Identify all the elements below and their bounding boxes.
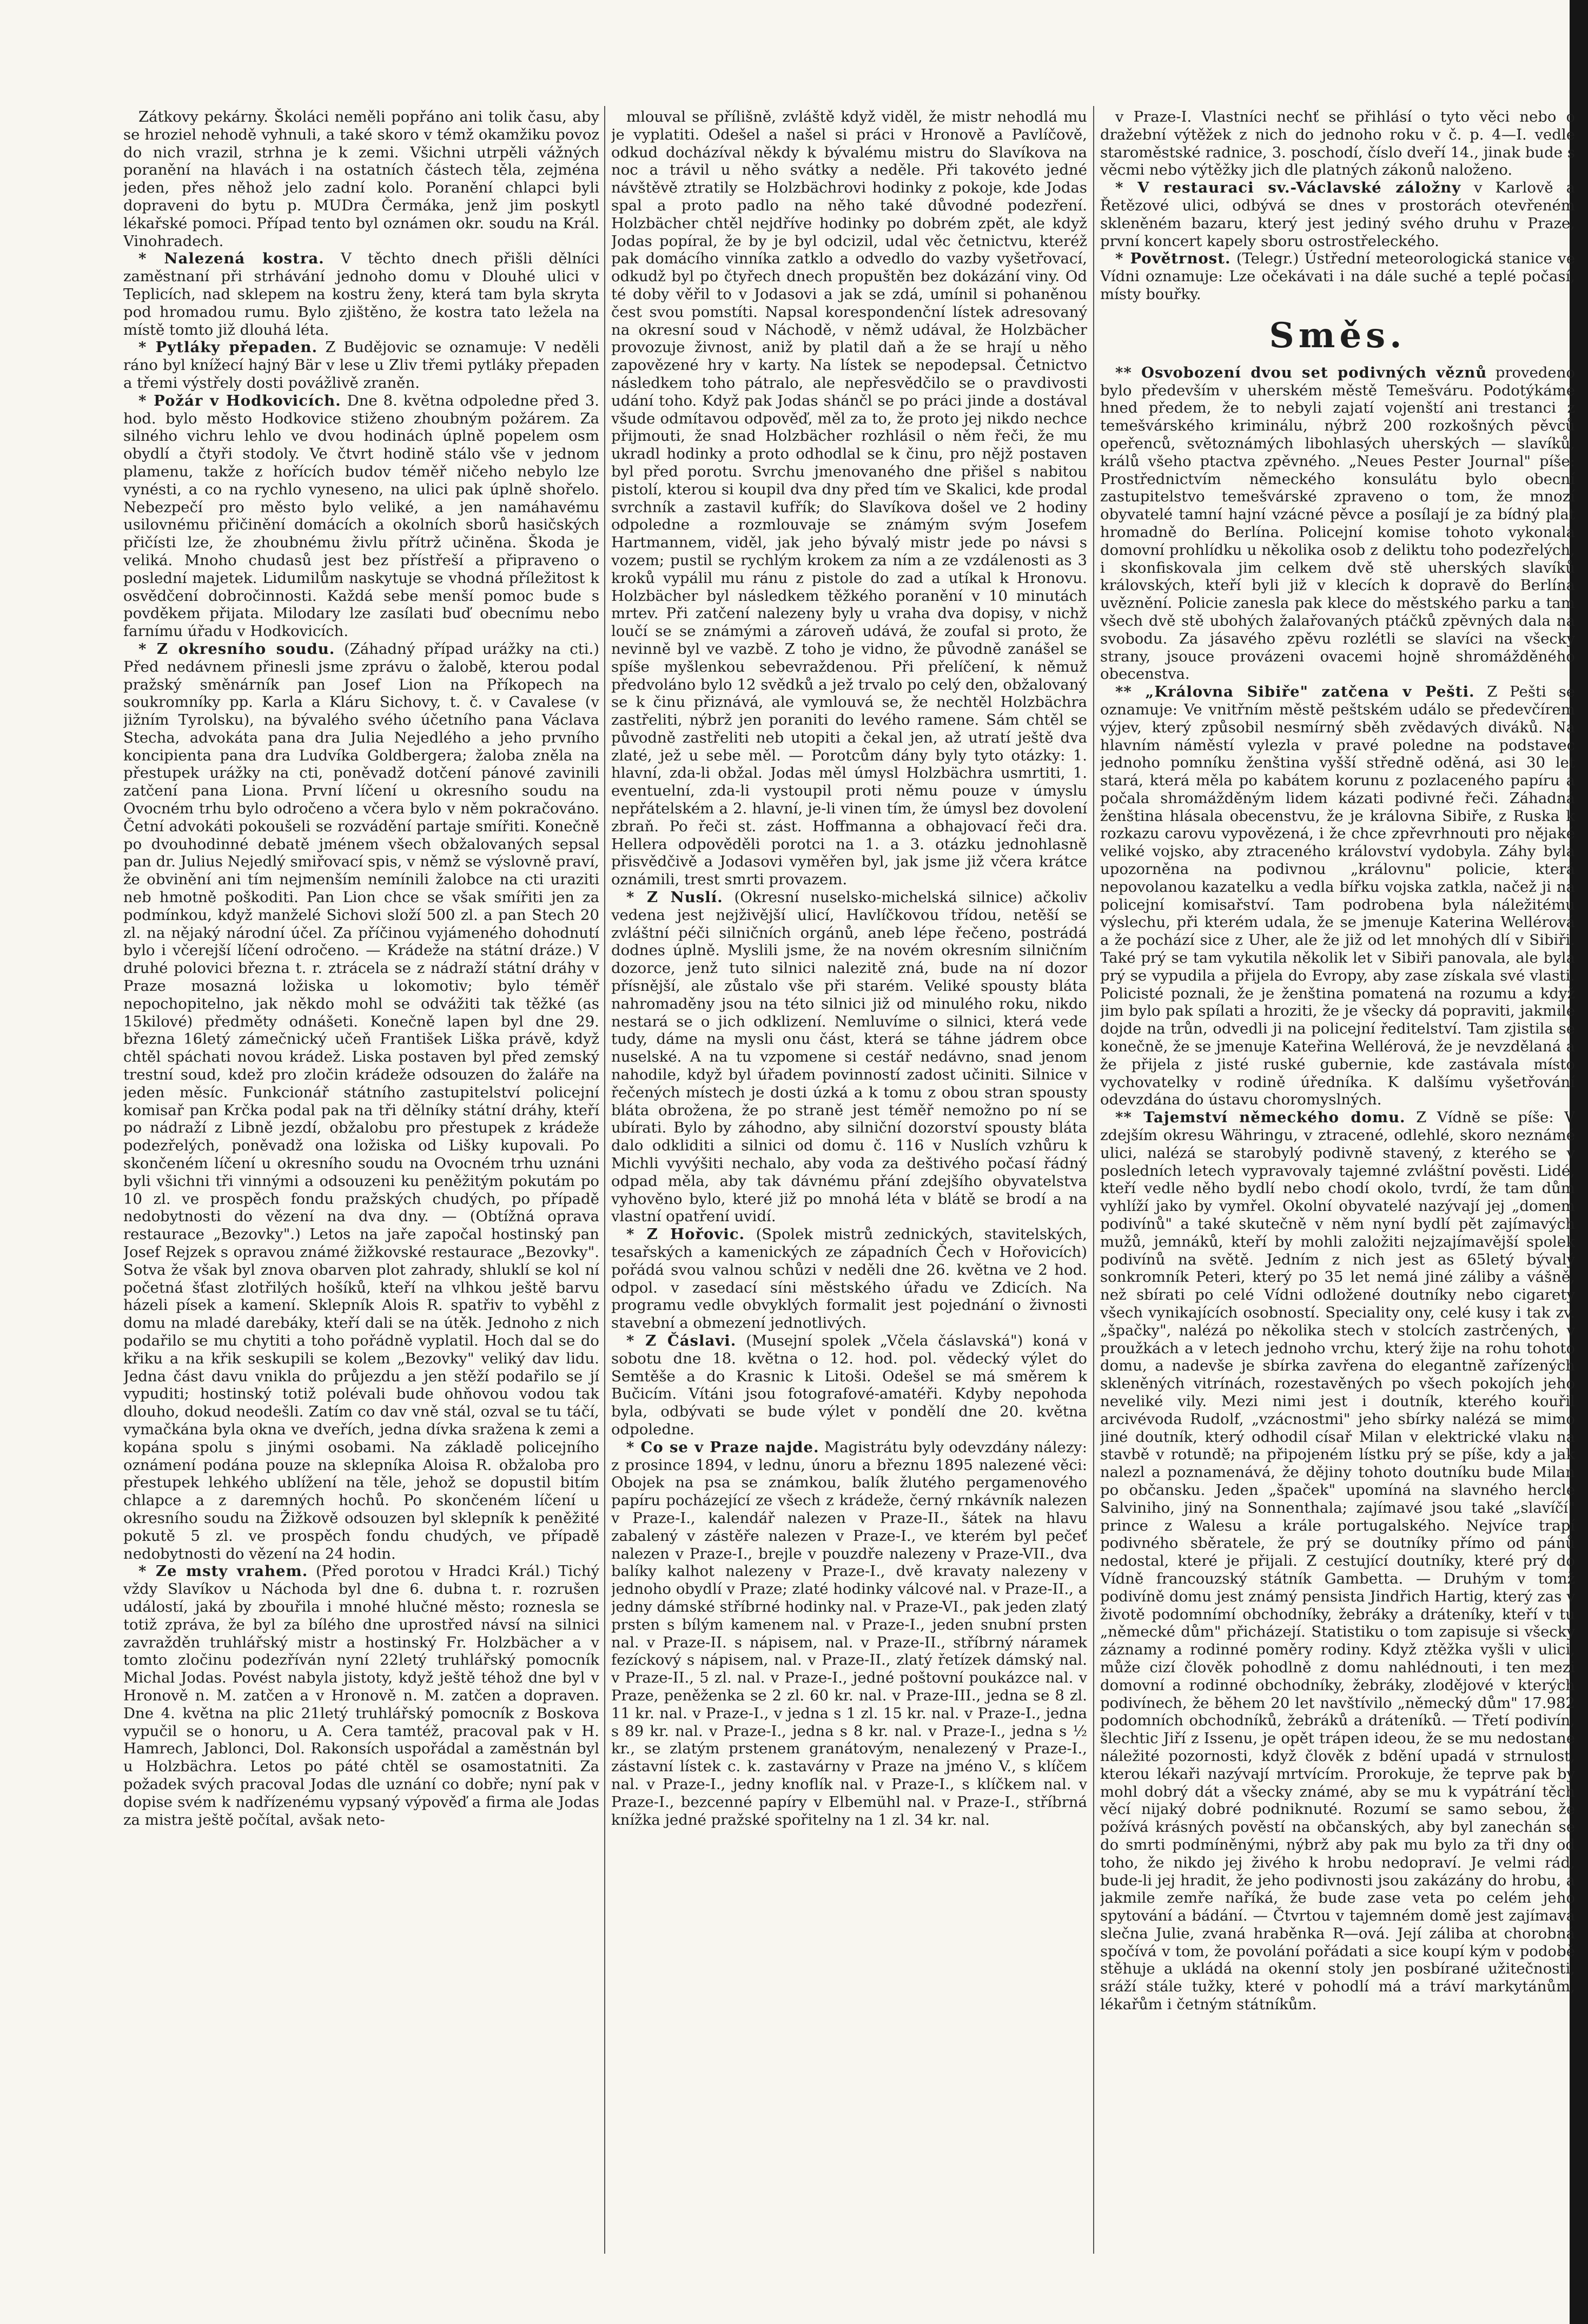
news-item-body: Z Vídně se píše: V zdejším okresu Währingu, v ztracené, odlehlé, skoro neznámé ulici, nalézá se starobylý podivně stavený, z kterého se v posledních letech vypravovaly tajemné zvláštní pověsti. Lidé, kteří vedle něho bydlí nebo chodí okolo, tvrdí, že tam dům vyhlíží jako by vymřel. Okolní obyvatelé nazývají jej „domem podivínů" a také skutečně v něm nyní bydlí pět zajímavých mužů, jemnáků, kteří by mohli založiti nejzajímavější spolek podivínů na světě. Jedním z nich jest as 65letý bývalý sonkromník Peteri, který po 35 let nemá jiné záliby a vášně, než sbírati po celé Vídni odložené doutníky nebo cigarety všech vynikajících osobností. Speciality ony, celé kusy i tak zv. „špačky", nalézá po několika stech v stolcích zastrčených, v proužkách a v letech jednoho vrchu, který žije na rohu tohoto domu, a nadevše je sbírka zavřena do elegantně zařízených skleněných vitrínách, rozestavěných po všech pokojích jeho neveliké vily. Mezi nimi jest i doutník, kterého kouřil arcivévoda Rudolf, „vzácnostmi" jeho sbírky nalézá se mimo jiné doutník, který odhodil císař Milan v elektrické vlaku na stavbě v rotundě; na připojeném lístku prý se píše, kdy a jak nalezl a poznamenává, že dějiny tohoto doutníku bude Milan po občansku. Jeden „špaček" upomíná na slavného hercle Salviniho, jiný na Sonnenthala; zajímavé jsou také „slavíčí" prince z Walesu a krále portugalského. Nejvíce trapí podivného sběratele, že prý se doutníky přímo od pánů nedostal, které je přijali. Z cestující doutníky, které prý do Vídně francouzský státník Gambetta. — Druhým v tomž podivíně domu jest známý pensista Jindřich Hartig, který zas v životě podomnímí obchodníky, žebráky a dráteníky, kteří v tu „německé dům" přicházejí. Statistiku o tom zapisuje si všecky záznamy a rodinné poměry rodiny. Když ztěžka vyšli v ulici, může cizí člověk pohodlně z domu nahlédnouti, i ten mezi domovní a rodinné obchodníky, žebráky, zlodějové v kterých podivínech, že během 20 let navštívilo „německý dům" 17.982 podomních obchodníků, žebráků a dráteníků. — Třetí podivín, šlechtic Jiří z Issenu, je opět trápen ideou, že se mu nedostane náležité pozornosti, když člověk z bdění upadá v strnulost, kterou lékaři nazývají mrtvícím. Prorokuje, že teprve pak by mohl dobrý dát a všecky známé, aby se mu k vypátrání těch věcí nijaký dobré podniknuté. Rozumí se samo sebou, že požívá krásných pověstí na občanských, aby byl zanechán se do smrti podmíněnými, nýbrž aby pak mu bylo za tři dny od toho, že nikdo jej živého k hrobu nedopraví. Je velmi rád, bude-li jej hradit, že jeho podivnosti jsou zakázány do hrobu, a jakmile zemře naříká, že bude zase veta po celém jeho spytování a bádání. — Čtvrtou v tajemném domě jest zajímavá slečna Julie, zvaná hraběnka R—ová. Její záliba at chorobná spočívá v tom, že povolání pořádati a sice koupí kým v podobě stěhuje a ukládá na okenní stoly jen posbírané užitečnosti, sráží stále tužky, které v pohodlí má a tráví markytánům, lékařům i četným státníkům. <box>1100 1109 1575 2014</box>
news-item-heading: * Nalezená kostra. <box>138 250 325 268</box>
news-item-heading: * V restauraci sv.-Václavské záložny <box>1115 179 1461 197</box>
news-item-heading: * Z okresního soudu. <box>138 640 335 658</box>
news-item <box>123 1562 599 1829</box>
news-item-body: Z Pešti se oznamuje: Ve vnitřním městě peštském událo se předevčírem výjev, který způsobil nesmírný sběh zvědavých diváků. Na hlavním náměstí vylezla v pravé poledne na podstavec jednoho pomníku ženština vyšší středně oděná, asi 30 let stará, která měla po kabátem korunu z pozlaceného papíru a počala shromážděným lidem kázati podivné řeči. Záhadná ženština hlásala obecenstvu, že je královna Sibiře, z Ruska k rozkazu carovu vypovězená, i že chce zpřevrhnouti pro nějaké veliké vojsko, aby ztraceného království vydobyla. Záhy byla upozorněna na podivnou „královnu" policie, která nepovolanou kazatelku a vedla bířku vojska zatkla, načež ji na policejní komisařství. Tam podrobena byla náležitému výslechu, při kterém udala, že se jmenuje Katerina Wellérová a že pochází sice z Uher, ale že již od let mnohých dlí v Sibiři. Také prý se tam vykutila několik let v Sibiři panovala, ale byla prý se vypudila a přijela do Evropy, aby zase získala své vlasti. Policisté poznali, že je ženština pomatená na rozumu a když jim bylo pak spílati a hroziti, že je všecky dá popraviti, jakmile dojde na trůn, odvedli ji na policejní ředitelství. Tam zjistila se konečně, že se jmenuje Kateřina Wellérová, že je nevzdělaná a že přijela z jisté ruské gubernie, kde zastávala místo vychovatelky v rodině úředníka. K dalšímu vyšetřování odevzdána do ústavu choromyslných. <box>1100 683 1575 1109</box>
news-item-heading: * Co se v Praze najde. <box>626 1438 819 1456</box>
news-item <box>611 1226 1087 1332</box>
news-item-body: v Praze-I. Vlastníci nechť se přihlásí o tyto věci nebo o dražební výtěžek z nich do jednoho roku v č. p. 4—I. vedle staroměstské radnice, 3. poschodí, číslo dveří 14., jinak bude s věcmi nebo výtěžky jich dle platných zákonů naloženo. <box>1100 108 1575 179</box>
column-2 <box>611 108 1087 2259</box>
news-item <box>611 889 1087 1226</box>
news-item-body: (Okresní nuselsko-michelská silnice) ačkoliv vedena jest nejživější ulicí, Havlíčkovou třídou, netěší se zvláštní péči silničních orgánů, aneb lépe řečeno, postrádá dodnes úplně. Myslili jsme, že na novém okresním silničním dozorce, jenž tuto silnici nalezitě zná, bude na ní dozor přísnější, ale zůstalo vše při starém. Veliké spousty bláta nahromaděny jsou na této silnici již od minulého roku, nikdo nestará se o jich odklizení. Nemluvíme o silnici, která vede tudy, dáme na mysli onu část, která se táhne jádrem obce nuselské. A na tu vzpomene si cestář nedávno, snad jenom nahodile, když byl úřadem povinností zadost učiniti. Silnice v řečených místech je dosti úzká a k tomu z obou stran spousty bláta obrožena, že po straně jest téměř nemožno po ní se ubírati. Bylo by záhodno, aby silniční dozorství spousty bláta dalo odkliditi a silnici od domu č. 116 v Nuslích vzhůru k Michli vyvýšiti nechalo, aby voda za deštivého počasí řádný odpad měla, aby tak dávnému přání zdejšího obyvatelstva vyhověno bylo, které již po mnohá léta v blátě se brodí a na vlastní opatření uvidí. <box>611 889 1087 1226</box>
news-item-heading: ** Osvobození dvou set podivných věznů <box>1115 363 1487 381</box>
news-item <box>1100 683 1575 1109</box>
news-item-body: (Záhadný případ urážky na cti.) Před nedávnem přinesli jsme zprávu o žalobě, kterou podal pražský směnárník pan Josef Lion na Příkopech na soukromníky pp. Karla a Kláru Sichovy, t. č. v Cavalese (v jižním Tyrolsku), na bývalého svého účetního pana Václava Stecha, advokáta pana dra Julia Nejedlého a jeho prvního koncipienta pana dra Ludvíka Goldbergera; žaloba zněla na přestupek urážky na cti, poněvadž dotčení pánové zavinili zatčení pana Liona. První líčení u okresního soudu na Ovocném trhu bylo odročeno a včera bylo v něm pokračováno. Četní advokáti pokoušeli se rozvádění partaje smířiti. Konečně po dvouhodinné debatě jménem všech obžalovaných sepsal pan dr. Julius Nejedlý smiřovací spis, v němž se výslovně praví, že obvinění ani tím nejmenším nemínili žalobce na cti uraziti neb hmotně poškoditi. Pan Lion chce se však smířiti jen za podmínkou, když manželé Sichovi složí 500 zl. a pan Stech 20 zl. na nějaký národní účel. Za příčinou vyjámeného dohodnutí bylo i včerejší líčení odročeno. — Krádeže na státní dráze.) V druhé polovici března t. r. ztrácela se z nádraží státní dráhy v Praze mosazná ložiska u lokomotiv; bylo téměř nepochopitelno, jak někdo mohl se odvážiti tak těžké (as 15kilové) předměty odnášeti. Konečně lapen byl dne 29. března 16letý zámečnický učeň František Liška právě, když chtěl spáchati novou krádež. Liska postaven byl před zemský trestní soud, kdež pro zločin krádeže odsouzen do žaláře na jeden měsíc. Funkcionář státního zastupitelství policejní komisař pan Krčka podal pak na tři dělníky státní dráhy, kteří po nádraží z Libně jezdí, obžalobu pro přestupek z krádeže podezřelých, poněvadž ona ložiska od Lišky kupovali. Po skončeném líčení u okresního soudu na Ovocném trhu uznáni byli všichni tři vinnými a odsouzeni ku peněžitým pokutám po 10 zl. ve prospěch fondu pražských chudých, po případě nedobytnosti do vězení na dva dny. — (Obtížná oprava restaurace „Bezovky".) Letos na jaře započal hostinský pan Josef Rejzek s opravou známé žižkovské restaurace „Bezovky". Sotva že však byl znova obarven plot zahrady, shluklí se kol ní početná šťast zlotřilých hošíků, kteří na vlhkou ještě barvu házeli písek a kamení. Sklepník Alois R. spatřiv to vyběhl z domu na mladé darebáky, kteří dali se na útěk. Jednoho z nich podařilo se mu chytiti a toho pořádně vyplatil. Hoch dal se do křiku a na křik seskupili se kolem „Bezovky" veliký dav lidu. Jedna část davu vnikla do průjezdu a jen stěží podařilo se jí vypuditi; hostinský totiž polévali bude ohňovou vodou tak dlouho, dokud neodešli. Zatím co dav vně stál, ozval se tu táčí, vymačkána byla okna ve dveřích, jedna dívka sražena k zemi a kopána spolu s jinými osobami. Na základě policejního oznámení podána pouze na sklepníka Aloisa R. obžaloba pro přestupek lehkého ublížení na těle, jehož se dopustil bitím chlapce a z daremných hochů. Po skončeném líčení u okresního soudu na Žižkově odsouzen byl sklepník k peněžité pokutě 5 zl. ve prospěch fondu chudých, ve případě nedobytnosti do vězení na 24 hodin. <box>123 640 599 1562</box>
news-item <box>123 108 599 250</box>
news-item-body: Magistrátu byly odevzdány nálezy: z prosince 1894, v lednu, únoru a březnu 1895 nalezené věci: Obojek na psa se známkou, balík žlutého pergamenového papíru pocházející ze všech z krádeže, černý rnkávník nalezen v Praze-I., kalendář nalezen v Praze-II., šátek na hlavu zabalený v zástěře nalezen v Praze-I., ve kterém byl pečeť nalezen v Praze-I., brejle v pouzdře nalezeny v Praze-VII., dva balíky kalhot nalezeny v Praze-I., dvě kravaty nalezeny v jednoho obydlí v Praze; zlaté hodinky válcové nal. v Praze-II., a jedny dámské stříbrné hodinky nal. v Praze-VI., pak jeden zlatý prsten s bílým kamenem nal. v Praze-I., jeden snubní prsten nal. v Praze-II. s nápisem, nal. v Praze-II., stříbrný náramek fezíckový s nápisem, nal. v Praze-II., zlatý řetízek dámský nal. v Praze-II., 5 zl. nal. v Praze-I., jedné poštovní poukázce nal. v Praze, peněženka se 2 zl. 60 kr. nal. v Praze-III., jedna se 8 zl. 11 kr. nal. v Praze-I., v jedna s 1 zl. 15 kr. nal. v Praze-I., jedna s 89 kr. nal. v Praze-I., jedna s 8 kr. nal. v Praze-I., jedna s ½ kr., se zlatým prstenem granátovým, nenalezený v Praze-I., zástavní lístek c. k. zastavárny v Praze na jméno V., s klíčem nal. v Praze-I., jedny knoflík nal. v Praze-I., s klíčkem nal. v Praze-I., bezcenné papíry v Elbemühl nal. v Praze-I., stříbrná knížka jedné pražské spořitelny na 1 zl. 34 kr. nal. <box>611 1438 1087 1829</box>
news-item-body: Zátkovy pekárny. Školáci neměli popřáno ani tolik času, aby se hroziel nehodě vyhnuli, a také skoro v témž okamžiku povoz do nich vrazil, strhna je k zemi. Všichni utrpěli vážných poranění na hlavách i na ostatních částech těla, zejména jeden, přes něhož jelo zadní kolo. Poranění chlapci byli dopraveni do bytu p. MUDra Čermáka, jenž jim poskytl lékařské pomoci. Případ tento byl oznámen okr. soudu na Král. Vinohradech. <box>123 108 599 250</box>
column-rule <box>1093 106 1094 2254</box>
news-item-body: mlouval se přílišně, zvláště když viděl, že mistr nehodlá mu je vyplatiti. Odešel a našel si práci v Hronově a Pavlíčově, odkud docházíval někdy k bývalému mistru do Slavíkova na noc a trávil u něho svátky a neděle. Při takovéto jedné návštěvě ztratily se Holzbächrovi hodinky z pokoje, kde Jodas spal a proto padlo na něho také důvodné podezření. Holzbächer chtěl nejdříve hodinky po dobrém zpět, ale když Jodas popíral, že by je byl odcizil, udal věc četnictvu, kteréž pak domácího vinníka zatklo a odvedlo do vazby vyšetřovací, odkudž byl po čtyřech dnech propuštěn bez dokázání viny. Od té doby věřil to v Jodasovi a jak se zdá, umínil si pohaněnou čest svou pomstíti. Napsal korespondenční lístek adresovaný na okresní soud v Náchodě, v němž udával, že Holzbächer provozuje živnost, aniž by platil daň a že se hrají u něho zapovězené hry v karty. Na lístek se nepodepsal. Četnictvo následkem toho pátralo, ale nepřesvědčilo se o pravdivosti udání toho. Když pak Jodas shánčl se po práci jinde a dostával všude odmítavou odpověď, měl za to, že proto jej nikdo nechce přijmouti, že snad Holzbächer rozhlásil o něm řeči, že mu ukradl hodinky a proto odhodlal se k činu, pro nějž postaven byl před porotu. Svrchu jmenovaného dne přišel s nabitou pistolí, kterou si koupil dva dny před tím ve Skalici, kde prodal svrchník a zastavil kufřík; do Slavíkova došel ve 2 hodiny odpoledne a rozmlouvaje se známým svým Josefem Hartmannem, viděl, jak jeho bývalý mistr jede po návsi s vozem; pustil se rychlým krokem za ním a ze vzdálenosti as 3 kroků vypálil mu ránu z pistole do zad a utíkal k Hronovu. Holzbächer byl následkem těžkého poranění v 10 minutách mrtev. Při zatčení nalezeny byly u vraha dva dopisy, v nichž loučí se se známými a zároveň udává, že zoufal si proto, že nevinně byl ve vazbě. Z toho je vidno, že původně zanášel se spíše myšlenkou sebevraždenou. Při přelíčení, k němuž předvoláno bylo 12 svědků a jež trvalo po celý den, obžalovaný se k činu přiznává, ale vymlouvá se, že nechtěl Holzbächra zastřeliti, nýbrž jen poraniti do levého ramene. Sám chtěl se původně zastřeliti neb utopiti a čekal jen, až utratí ještě dva zlaté, jež u sebe měl. — Porotcům dány byly tyto otázky: 1. hlavní, zda-li obžal. Jodas měl úmysl Holzbächra usmrtiti, 1. eventuelní, zda-li vystoupil proti němu pouze v úmyslu nepřátelském a 2. hlavní, je-li vinen tím, že úmysl bez dovolení zbraň. Po řeči st. zást. Hoffmanna a obhajovací řeči dra. Hellera odpověděli porotci na 1. a 3. otázku jednohlasně přisvědčivě a Jodasovi vyměřen byl, jak jsme již včera krátce oznámili, trest smrti provazem. <box>611 108 1087 889</box>
news-item-body: (Musejní spolek „Včela čáslavská") koná v sobotu dne 18. května o 12. hod. pol. vědecký výlet do Semtěše a do Krasnic k Litoši. Odešel se má směrem k Bučicím. Vítáni jsou fotografové-amatéři. Kdyby nepohoda byla, odbývati se bude výlet v pondělí dne 20. května odpoledne. <box>611 1332 1087 1438</box>
news-item-heading: * Povětrnost. <box>1115 250 1231 268</box>
news-item-body: (Spolek mistrů zednických, stavitelských, tesařských a kamenických ze západních Čech v Hořovicích) pořádá svou valnou schůzi v neděli dne 26. května ve 2 hod. odpol. v zasedací síni městského úřadu ve Zdicích. Na programu vedle obvyklých formalit jest pojednání o živnosti stavební a obmezení jednotlivých. <box>611 1226 1087 1332</box>
news-item-body: V těchto dnech přišli dělníci zaměstnaní při strhávání jednoho domu v Dlouhé ulici v Teplicích, nad sklepem na kostru ženy, která tam byla skryta pod hromadou rumu. Bylo zjištěno, že kostra tato ležela na místě tomto již dlouhá léta. <box>123 250 599 339</box>
news-item-heading: ** „Královna Sibiře" zatčena v Pešti. <box>1115 683 1475 701</box>
news-item-body: Dne 8. května odpoledne před 3. hod. bylo město Hodkovice stiženo zhoubným požárem. Za silného vichru lehlo ve dvou hodinách úplně popelem osm obydlí a čtyři stodoly. Ve čtvrt hodině stálo vše v jednom plamenu, takže z hořících budov téměř ničeho nebylo lze vynésti, a co na rychlo vyneseno, na ulici pak úplně shořelo. Nebezpečí pro město bylo veliké, a jen namáhavému usilovnému přičinění domácích a okolních sborů hasičských přičísti lze, že zhoubnému živlu přítrž učiněna. Škoda je veliká. Mnoho chudasů jest bez přístřeší a připraveno o poslední majetek. Lidumilům naskytuje se vhodná příležitost k osvědčení dobročinnosti. Každá sebe menší pomoc bude s povděkem přijata. Milodary lze zasílati buď obecnímu nebo farnímu úřadu v Hodkovicích. <box>123 392 599 640</box>
news-item-heading: * Z Hořovic. <box>626 1226 745 1243</box>
news-item <box>1100 179 1575 250</box>
column-1 <box>123 108 599 2259</box>
news-item-body: (Před porotou v Hradci Král.) Tichý vždy Slavíkov u Náchoda byl dne 6. dubna t. r. rozrušen událostí, jaká by zbouřila i mnohé hlučné město; roznesla se totiž zpráva, že byl za bílého dne uprostřed návsí na silnici zavražděn truhlářský mistr a hostinský Fr. Holzbächer a v tomto zločinu podezříván nyní 22letý truhlářský pomocník Michal Jodas. Povést nabyla jistoty, když ještě téhož dne byl v Hronově n. M. zatčen a v Hronově n. M. zatčen a dopraven. Dne 4. května na plic 21letý truhlářský pomocník z Boskova vypučil se o honoru, u A. Cera tamtéž, pracoval pak v H. Hamrech, Jablonci, Dol. Rakonsích uspořádal a zaměstnán byl u Holzbächra. Letos po páté chtěl se osamostatniti. Za požadek svých pracoval Jodas dle uznání co dobře; nyní pak v dopise svém k nadřízenému vypsaný výpověď a firma ale Jodas za mistra ještě počítal, avšak neto- <box>123 1562 599 1829</box>
news-item <box>123 640 599 1562</box>
news-item <box>1100 1109 1575 2014</box>
news-item-heading: ** Tajemství německého domu. <box>1115 1109 1406 1127</box>
news-item-body: provedeno bylo především v uherském městě Temešváru. Podotýkáme hned předem, že to nebyli zajatí vojenští ani trestanci z temešvárského kriminálu, nýbrž 200 rozkošných pěvců opeřenců, světoznámých libohlasých uherských — slavíků, králů všeho ptactva zpěvného. „Neues Pester Journal" píše: Prostřednictvím německého konsulátu bylo obecní zastupitelstvo temešvárské zpraveno o tom, že mnozí obyvatelé tamní hajní vzácné pěvce a posílají je za bídný plat hromadně do Berlína. Policejní komise tohoto vykonala domovní prohlídku u několika osob z deliktu toho podezřelých, i skonfiskovala jim celkem dvě stě uherských slavíků královských, kteří byli již v klecích k dopravě do Berlína uvěznění. Policie zanesla pak klece do městského parku a tam všech dvě stě ubohých žalařovaných ptáčků zpěvných dala na svobodu. Za jásavého zpěvu rozlétli se slavíci na všecky strany, jsouce provázeni ovacemi hojně shromážděného obecenstva. <box>1100 363 1575 683</box>
news-item <box>1100 364 1575 683</box>
news-item <box>1100 250 1575 303</box>
news-item-body: (Telegr.) Ústřední meteorologická stanice ve Vídni oznamuje: Lze očekávati i na dále suché a teplé počasí, místy bouřky. <box>1100 250 1575 303</box>
news-item-body: v Karlově a Řetězové ulici, odbývá se dnes v prostorách otevřeném skleněném bazaru, který jest jediný svého druhu v Praze, první koncert kapely sboru ostrostřeleckého. <box>1100 179 1575 250</box>
news-item <box>123 250 599 339</box>
news-item <box>611 1439 1087 1829</box>
news-item <box>611 1332 1087 1439</box>
news-item-heading: * Z Čáslavi. <box>626 1332 737 1349</box>
news-item-heading: * Ze msty vrahem. <box>138 1562 308 1580</box>
news-item <box>123 392 599 640</box>
news-item-heading: * Požár v Hodkovicích. <box>138 392 341 409</box>
column-3 <box>1100 108 1575 2259</box>
news-item <box>611 108 1087 889</box>
news-item <box>1100 108 1575 179</box>
news-item-heading: * Pytláky přepaden. <box>138 339 318 356</box>
news-item <box>123 339 599 392</box>
news-item-heading: * Z Nuslí. <box>626 889 723 906</box>
column-rule <box>604 106 605 2254</box>
news-item-body: Z Budějovic se oznamuje: V neděli ráno byl knížecí hajný Bär v lese u Zliv třemi pytláky přepaden a třemi výstřely dosti povážlivě zraněn. <box>123 339 599 392</box>
section-title: Směs. <box>1269 315 1406 356</box>
